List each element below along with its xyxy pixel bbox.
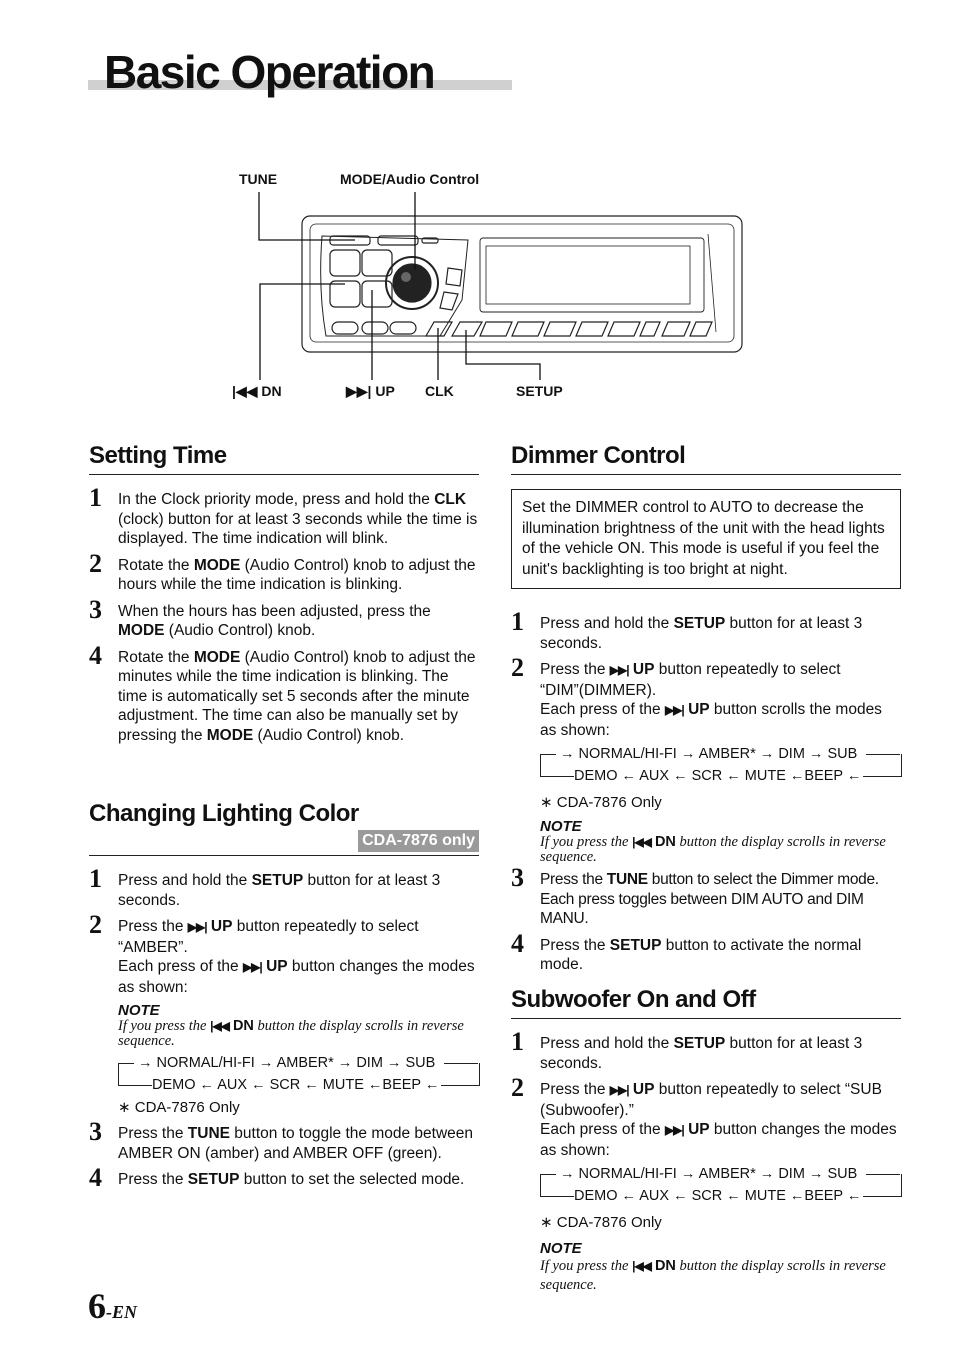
tune-label: TUNE (239, 171, 278, 187)
subwoofer-section (511, 986, 901, 1295)
lighting-step-3: 3 Press the TUNE button to toggle the mode between AMBER ON (amber) and AMBER OFF (green). (89, 1117, 473, 1162)
next-track-icon: ▶▶| (346, 383, 372, 399)
setting-time-step-3: 3 When the hours has been adjusted, press the MODE (Audio Control) knob. (89, 594, 431, 639)
lighting-step-4: 4 Press the SETUP button to set the selected mode. (89, 1163, 465, 1192)
mode-sequence: → NORMAL/HI-FI → AMBER* → DIM → SUB DEMO ← AUX ← SCR ← MUTE ←BEEP ← (540, 743, 901, 787)
dimmer-step-3: 3 Press the TUNE button to select the Dimmer mode. Each press toggles between DIM AUTO and DIM MANU. (511, 863, 879, 927)
note-text: If you press the |◀◀ DN button the display scrolls in reverse sequence. (540, 1258, 886, 1293)
model-note: ∗ CDA-7876 Only (540, 1214, 662, 1231)
dimmer-step-2: 2 Press the ▶▶| UP button repeatedly to select “DIM”(DIMMER). Each press of the ▶▶| UP button scrolls the modes as shown: → NORMAL/HI-FI → AMBER* → DIM → SUB DEMO ← AUX ← SCR ← MUTE ←BEEP ← ∗ CDA-7876 Only NOTE If you press the |◀◀ DN button the display scrolls in reverse sequence. (511, 660, 901, 865)
model-badge: CDA-7876 only (358, 830, 479, 852)
note-heading: NOTE (540, 818, 582, 835)
next-track-icon: ▶▶| (664, 1123, 684, 1137)
next-track-icon: ▶▶| (187, 920, 207, 934)
setup-label: SETUP (516, 383, 563, 399)
lighting-step-2: 2 Press the ▶▶| UP button repeatedly to select “AMBER”. Each press of the ▶▶| UP button changes the modes as shown: NOTE If you press the |◀◀ DN button the display scrolls in reverse sequence. → NORMAL/HI-FI → AMBER* → DIM → SUB DEMO ← AUX ← SCR ← MUTE ←BEEP ← ∗ CDA-7876 Only (89, 917, 479, 1118)
next-track-icon: ▶▶| (609, 663, 629, 677)
note-text: If you press the |◀◀ DN button the display scrolls in reverse sequence. (118, 1018, 464, 1049)
setting-time-step-1: 1 In the Clock priority mode, press and hold the CLK (clock) button for at least 3 seconds while the time is displayed. The time indication will blink. (89, 483, 478, 547)
setting-time-section (89, 442, 479, 745)
setting-time-heading: Setting Time (89, 442, 479, 475)
mode-sequence: → NORMAL/HI-FI → AMBER* → DIM → SUB DEMO ← AUX ← SCR ← MUTE ←BEEP ← (540, 1163, 901, 1207)
dimmer-step-1: 1 Press and hold the SETUP button for at least 3 seconds. (511, 607, 863, 652)
note-heading: NOTE (540, 1240, 582, 1257)
clk-label: CLK (425, 383, 454, 399)
subwoofer-step-2: 2 Press the ▶▶| UP button repeatedly to select “SUB (Subwoofer).” Each press of the ▶▶| UP button changes the modes as shown: → NORMAL/HI-FI → AMBER* → DIM → SUB DEMO ← AUX ← SCR ← MUTE ←BEEP ← ∗ CDA-7876 Only NOTE If you press the |◀◀ DN button the display scrolls in reverse sequence. (511, 1080, 901, 1295)
dimmer-step-4: 4 Press the SETUP button to activate the normal mode. (511, 928, 862, 973)
lighting-section (89, 800, 479, 1190)
next-track-icon: ▶▶| (609, 1083, 629, 1097)
dn-label: |◀◀ DN (232, 383, 282, 399)
prev-track-icon: |◀◀ (232, 383, 258, 399)
dimmer-section (511, 442, 901, 975)
next-track-icon: ▶▶| (242, 960, 262, 974)
prev-track-icon: |◀◀ (632, 1259, 651, 1273)
prev-track-icon: |◀◀ (632, 835, 651, 849)
setting-time-step-2: 2 Rotate the MODE (Audio Control) knob to adjust the hours while the time indication is blinking. (89, 548, 476, 593)
next-track-icon: ▶▶| (664, 703, 684, 717)
page-number: 6-EN (88, 1286, 137, 1326)
mode-label: MODE/Audio Control (340, 171, 480, 187)
up-label: ▶▶| UP (346, 383, 395, 399)
note-text: If you press the |◀◀ DN button the display scrolls in reverse sequence. (540, 834, 886, 865)
model-note: ∗ CDA-7876 Only (540, 794, 662, 811)
lighting-step-1: 1 Press and hold the SETUP button for at least 3 seconds. (89, 864, 441, 909)
dimmer-info-box: Set the DIMMER control to AUTO to decrease the illumination brightness of the unit with the head lights of the vehicle ON. This mode is useful if you feel the unit's backlighting is too bright at night. (511, 489, 901, 589)
head-unit-illustration (0, 0, 954, 420)
lighting-heading: Changing Lighting Color (89, 800, 359, 827)
prev-track-icon: |◀◀ (210, 1019, 229, 1033)
dimmer-heading: Dimmer Control (511, 442, 901, 475)
note-heading: NOTE (118, 1002, 160, 1019)
subwoofer-heading: Subwoofer On and Off (511, 986, 901, 1019)
model-note: ∗ CDA-7876 Only (118, 1099, 240, 1116)
subwoofer-step-1: 1 Press and hold the SETUP button for at least 3 seconds. (511, 1027, 863, 1072)
mode-sequence: → NORMAL/HI-FI → AMBER* → DIM → SUB DEMO ← AUX ← SCR ← MUTE ←BEEP ← (118, 1052, 479, 1096)
page-title: Basic Operation (104, 46, 435, 98)
setting-time-step-4: 4 Rotate the MODE (Audio Control) knob to adjust the minutes while the time indication is blinking. The time is automatically set 5 seconds after the minute adjustment. The time can also be manually set by pressing the MODE (Audio Control) knob. (89, 640, 476, 744)
